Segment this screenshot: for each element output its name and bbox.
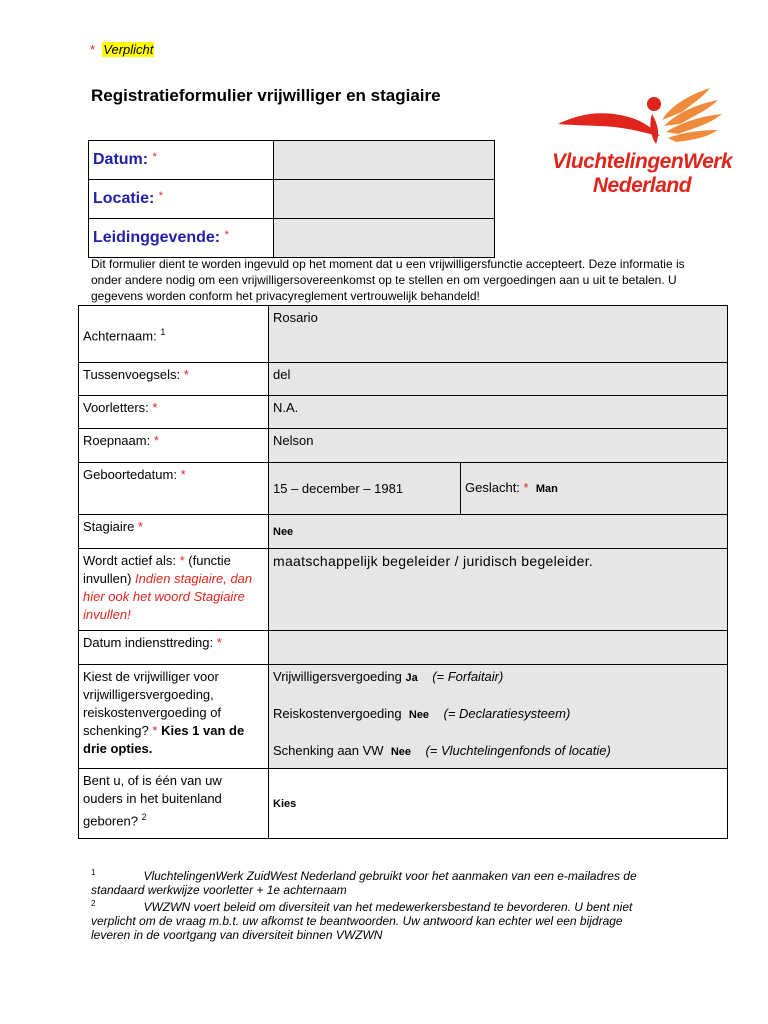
geboortedatum-label: Geboortedatum: * — [79, 463, 269, 515]
logo-line1: VluchtelingenWerk — [552, 150, 733, 173]
actief-als-row — [79, 549, 728, 631]
voorletters-row — [79, 396, 728, 429]
tussenvoegsels-label: Tussenvoegsels: * — [79, 363, 269, 396]
voorletters-field[interactable]: N.A. — [269, 396, 728, 429]
achternaam-field[interactable]: Rosario — [269, 306, 728, 363]
logo-line2: Nederland — [592, 174, 692, 197]
locatie-row — [89, 180, 495, 219]
option-schenking: Schenking aan VW Nee (= Vluchtelingenfonds of locatie) — [273, 743, 611, 758]
page-title: Registratieformulier vrijwilliger en stagiaire — [91, 86, 441, 105]
achternaam-row — [79, 306, 728, 363]
vluchtelingenwerk-logo — [552, 84, 732, 204]
footnote-2: $^2$ VWZWN voert beleid om diversiteit van het medewerkersbestand te bevorderen. U bent niet verplicht om de vraag m.b.t. uw afkomst te beantwoorden. Uw antwoord kan echter wel een bijdrage leveren in de voortgang van diversiteit binnen VWZWN — [91, 899, 633, 942]
roepnaam-field[interactable]: Nelson — [269, 429, 728, 463]
geslacht-cell: Geslacht: * Man — [461, 463, 728, 515]
leidinggevende-field[interactable] — [274, 219, 495, 258]
required-legend — [90, 42, 154, 57]
schenking-choice[interactable]: Nee — [390, 746, 411, 758]
leidinggevende-row — [89, 219, 495, 258]
achternaam-label: Achternaam: $^1$ — [79, 306, 269, 363]
tussenvoegsels-field[interactable]: del — [269, 363, 728, 396]
geboortedatum-row — [79, 463, 728, 515]
indiensttreding-field[interactable] — [269, 631, 728, 665]
reiskostenvergoeding-choice[interactable]: Nee — [408, 709, 430, 721]
indiensttreding-label: Datum indiensttreding: * — [79, 631, 269, 665]
indiensttreding-row — [79, 631, 728, 665]
locatie-label: Locatie: * — [89, 180, 274, 219]
footnote-1: $^1$ VluchtelingenWerk ZuidWest Nederland gebruikt voor het aanmaken van een e-mailadres de standaard werkwijze voorletter + 1e achternaam — [91, 868, 637, 897]
leidinggevende-label: Leidinggevende: * — [89, 219, 274, 258]
vergoeding-label: Kiest de vrijwilliger voor vrijwilligersvergoeding, reiskostenvergoeding of schenking? * Kies 1 van de drie opties. — [79, 665, 269, 769]
required-star: * — [90, 42, 96, 57]
footnotes — [91, 866, 691, 942]
roepnaam-row — [79, 429, 728, 463]
voorletters-label: Voorletters: * — [79, 396, 269, 429]
datum-row — [89, 141, 495, 180]
locatie-field[interactable] — [274, 180, 495, 219]
option-reiskostenvergoeding: Reiskostenvergoeding Nee (= Declaratiesysteem) — [273, 706, 571, 721]
header-fields-table — [88, 140, 495, 258]
tussenvoegsels-row — [79, 363, 728, 396]
registration-form-table — [78, 305, 728, 839]
buitenland-label: Bent u, of is één van uw ouders in het buitenland geboren? $^2$ — [79, 769, 269, 839]
buitenland-row — [79, 769, 728, 839]
roepnaam-label: Roepnaam: * — [79, 429, 269, 463]
datum-label: Datum: * — [89, 141, 274, 180]
vrijwilligersvergoeding-choice[interactable]: Ja — [405, 672, 418, 684]
intro-text: Dit formulier dient te worden ingevuld op het moment dat u een vrijwilligersfunctie accepteert. Deze informatie is onder andere nodig om een vrijwilligersovereenkomst op te stellen en om vergoedingen aan u uit te betalen. U gegevens worden conform het privacyreglement vertrouwelijk behandeld! — [91, 257, 685, 303]
actief-als-field[interactable]: maatschappelijk begeleider / juridisch begeleider. — [269, 549, 728, 631]
vergoeding-row — [79, 665, 728, 769]
actief-als-label: Wordt actief als: * (functie invullen) Indien stagiaire, dan hier ook het woord Stagiaire invullen! — [79, 549, 269, 631]
stagiaire-row — [79, 515, 728, 549]
datum-field[interactable] — [274, 141, 495, 180]
stagiaire-label: Stagiaire * — [79, 515, 269, 549]
option-vrijwilligersvergoeding: Vrijwilligersvergoeding Ja (= Forfaitair) — [273, 669, 504, 684]
stagiaire-note: Indien stagiaire, dan hier ook het woord Stagiaire invullen! — [83, 571, 253, 622]
stagiaire-field[interactable]: Nee — [269, 515, 728, 549]
buitenland-field[interactable]: Kies — [269, 769, 728, 839]
geboortedatum-field[interactable]: 15 – december – 1981 — [269, 463, 461, 515]
geslacht-label: Geslacht: — [465, 480, 520, 495]
flame-bird-icon — [552, 84, 732, 156]
required-label: Verplicht — [103, 42, 154, 57]
vergoeding-options — [269, 665, 728, 769]
geslacht-field[interactable]: Man — [535, 483, 558, 495]
